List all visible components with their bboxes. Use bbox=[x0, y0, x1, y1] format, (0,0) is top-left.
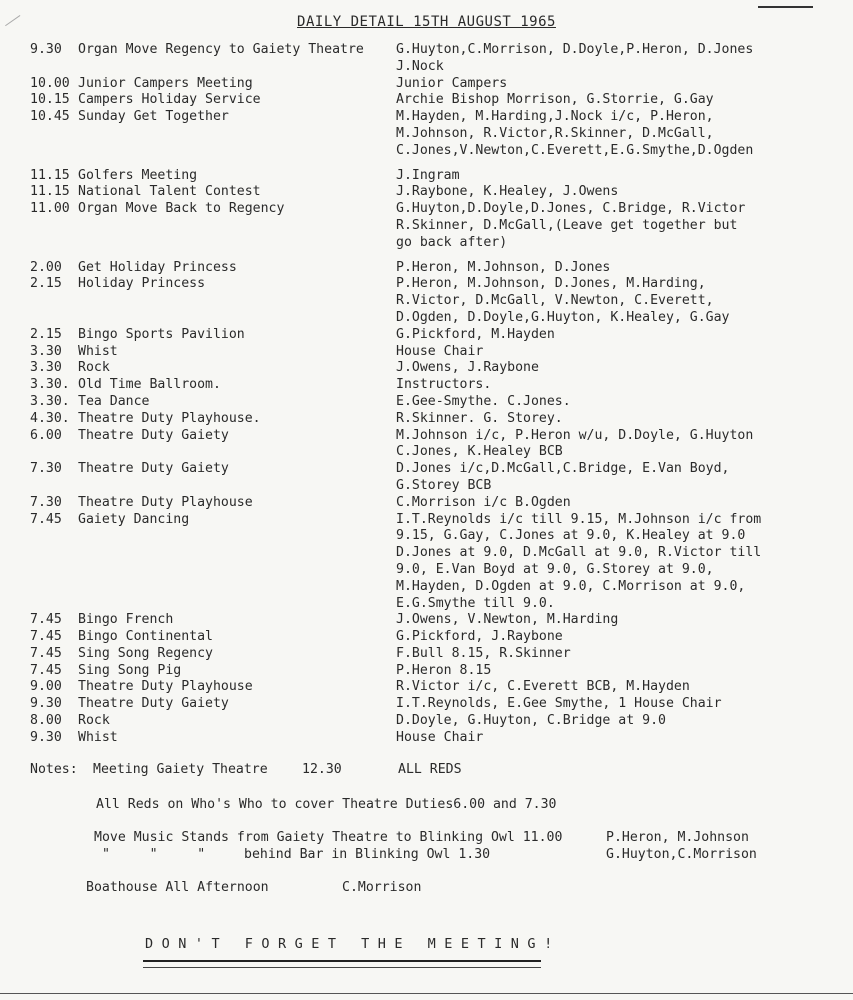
schedule-row bbox=[30, 730, 820, 747]
schedule-row bbox=[30, 646, 820, 663]
row-event: Theatre Duty Playhouse bbox=[78, 679, 253, 695]
schedule-row bbox=[30, 327, 820, 344]
schedule-row bbox=[30, 344, 820, 361]
row-time: 7.45 bbox=[30, 629, 62, 645]
row-staff: J.Owens, J.Raybone bbox=[396, 360, 539, 376]
row-time: 10.45 bbox=[30, 109, 70, 125]
spacer bbox=[30, 252, 820, 260]
row-staff: Archie Bishop Morrison, G.Storrie, G.Gay bbox=[396, 92, 714, 108]
schedule-row bbox=[30, 629, 820, 646]
notes-bar-who: G.Huyton,C.Morrison bbox=[606, 847, 757, 862]
row-staff: G.Pickford, M.Hayden bbox=[396, 326, 555, 342]
row-time: 7.45 bbox=[30, 645, 62, 661]
schedule-row bbox=[30, 411, 820, 428]
row-event: Theatre Duty Gaiety bbox=[78, 461, 229, 477]
row-time: 9.30 bbox=[30, 42, 62, 57]
row-staff: G.Huyton,C.Morrison, D.Doyle,P.Heron, D.Jones J.Nock bbox=[396, 42, 754, 74]
row-staff: M.Johnson i/c, P.Heron w/u, D.Doyle, G.Huyton C.Jones, K.Healey BCB bbox=[396, 427, 754, 460]
schedule-row bbox=[30, 168, 820, 185]
schedule-row bbox=[30, 612, 820, 629]
row-event: Theatre Duty Gaiety bbox=[78, 427, 229, 443]
row-time: 7.45 bbox=[30, 511, 62, 527]
row-staff: M.Hayden, M.Harding,J.Nock i/c, P.Heron, M.Johnson, R.Victor,R.Skinner, D.McGall, C.Jones,V.Newton,C.Everett,E.G.Smythe,D.Ogden bbox=[396, 109, 754, 158]
row-event: Old Time Ballroom. bbox=[78, 377, 221, 393]
row-event: Sunday Get Together bbox=[78, 109, 229, 125]
row-staff: P.Heron, M.Johnson, D.Jones, M.Harding, R.Victor, D.McGall, V.Newton, C.Everett, D.Ogden, D.Doyle,G.Huyton, K.Healey, G.Gay bbox=[396, 276, 730, 325]
row-event: Tea Dance bbox=[78, 393, 150, 409]
row-event: Golfers Meeting bbox=[78, 167, 198, 183]
row-staff: F.Bull 8.15, R.Skinner bbox=[396, 645, 571, 661]
row-staff: J.Owens, V.Newton, M.Harding bbox=[396, 612, 619, 628]
schedule-row bbox=[30, 377, 820, 394]
row-event: National Talent Contest bbox=[78, 184, 261, 200]
row-staff: P.Heron, M.Johnson, D.Jones bbox=[396, 259, 611, 275]
footer-reminder: DON'T FORGET THE MEETING! bbox=[145, 936, 561, 952]
schedule-row bbox=[30, 92, 820, 109]
row-time: 3.30. bbox=[30, 393, 70, 409]
schedule-row bbox=[30, 76, 820, 93]
row-staff: G.Huyton,D.Doyle,D.Jones, C.Bridge, R.Victor R.Skinner, D.McGall,(Leave get together but go back after) bbox=[396, 201, 746, 250]
schedule-row bbox=[30, 428, 820, 462]
page-bottom-edge bbox=[0, 993, 853, 994]
row-staff: J.Raybone, K.Healey, J.Owens bbox=[396, 184, 619, 200]
schedule-row bbox=[30, 260, 820, 277]
row-event: Whist bbox=[78, 729, 118, 745]
row-event: Sing Song Regency bbox=[78, 645, 213, 661]
row-time: 11.00 bbox=[30, 201, 70, 217]
schedule-row bbox=[30, 495, 820, 512]
row-event: Junior Campers Meeting bbox=[78, 75, 253, 91]
page-title: DAILY DETAIL 15TH AUGUST 1965 bbox=[297, 14, 556, 30]
row-event: Bingo French bbox=[78, 612, 174, 628]
row-event: Campers Holiday Service bbox=[78, 92, 261, 108]
schedule-row bbox=[30, 42, 820, 76]
notes-reds-line: All Reds on Who's Who to cover Theatre Duties6.00 and 7.30 bbox=[96, 797, 557, 812]
row-time: 6.00 bbox=[30, 427, 62, 443]
row-staff: House Chair bbox=[396, 729, 484, 745]
notes-music-who: P.Heron, M.Johnson bbox=[606, 830, 749, 845]
row-time: 9.30 bbox=[30, 729, 62, 745]
schedule-row bbox=[30, 184, 820, 201]
row-time: 2.15 bbox=[30, 326, 62, 342]
row-staff: J.Ingram bbox=[396, 167, 460, 183]
schedule-list bbox=[30, 42, 820, 747]
schedule-row bbox=[30, 663, 820, 680]
schedule-row bbox=[30, 201, 820, 251]
row-staff: Junior Campers bbox=[396, 75, 508, 91]
row-time: 11.15 bbox=[30, 184, 70, 200]
row-staff: I.T.Reynolds, E.Gee Smythe, 1 House Chair bbox=[396, 696, 722, 712]
row-event: Theatre Duty Gaiety bbox=[78, 696, 229, 712]
row-time: 3.30 bbox=[30, 343, 62, 359]
row-staff: Instructors. bbox=[396, 377, 492, 393]
row-event: Theatre Duty Playhouse bbox=[78, 494, 253, 510]
row-time: 7.30 bbox=[30, 494, 62, 510]
row-staff: E.Gee-Smythe. C.Jones. bbox=[396, 393, 571, 409]
row-time: 3.30. bbox=[30, 377, 70, 393]
schedule-row bbox=[30, 109, 820, 159]
row-time: 7.45 bbox=[30, 612, 62, 628]
row-staff: R.Skinner. G. Storey. bbox=[396, 410, 563, 426]
row-event: Organ Move Regency to Gaiety Theatre bbox=[78, 42, 364, 57]
row-event: Bingo Sports Pavilion bbox=[78, 326, 245, 342]
notes-ditto-marks: " " " bbox=[102, 847, 206, 862]
row-staff: G.Pickford, J.Raybone bbox=[396, 629, 563, 645]
row-event: Holiday Princess bbox=[78, 276, 206, 292]
footer-underline-second bbox=[143, 967, 541, 968]
row-event: Whist bbox=[78, 343, 118, 359]
row-staff: I.T.Reynolds i/c till 9.15, M.Johnson i/c from 9.15, G.Gay, C.Jones at 9.0, K.Healey at 9.0 D.Jones at 9.0, D.McGall at 9.0, R.Victor till 9.0, E.Van Boyd at 9.0, G.Storey at 9.0, M.Hayden, D.Ogden at 9.0, C.Morrison at 9.0, E.G.Smythe till 9.0. bbox=[396, 511, 762, 611]
notes-boathouse: Boathouse All Afternoon bbox=[86, 880, 269, 895]
row-time: 3.30 bbox=[30, 360, 62, 376]
row-staff: R.Victor i/c, C.Everett BCB, M.Hayden bbox=[396, 679, 690, 695]
schedule-row bbox=[30, 360, 820, 377]
schedule-row bbox=[30, 461, 820, 495]
row-time: 4.30. bbox=[30, 410, 70, 426]
row-staff: D.Doyle, G.Huyton, C.Bridge at 9.0 bbox=[396, 713, 666, 729]
row-time: 7.30 bbox=[30, 461, 62, 477]
row-time: 7.45 bbox=[30, 662, 62, 678]
row-staff: C.Morrison i/c B.Ogden bbox=[396, 494, 571, 510]
row-time: 8.00 bbox=[30, 713, 62, 729]
row-event: Rock bbox=[78, 360, 110, 376]
notes-boathouse-who: C.Morrison bbox=[342, 880, 422, 895]
notes-meeting-time: 12.30 bbox=[302, 762, 342, 777]
schedule-row bbox=[30, 276, 820, 326]
row-time: 9.00 bbox=[30, 679, 62, 695]
schedule-row bbox=[30, 512, 820, 613]
notes-meeting-text: Meeting Gaiety Theatre bbox=[93, 762, 268, 777]
notes-bar-line: behind Bar in Blinking Owl 1.30 bbox=[244, 847, 491, 862]
schedule-row bbox=[30, 696, 820, 713]
row-staff: P.Heron 8.15 bbox=[396, 662, 492, 678]
row-event: Rock bbox=[78, 713, 110, 729]
row-event: Gaiety Dancing bbox=[78, 511, 190, 527]
schedule-row bbox=[30, 679, 820, 696]
row-event: Sing Song Pig bbox=[78, 662, 182, 678]
notes-music-line: Move Music Stands from Gaiety Theatre to Blinking Owl 11.00 bbox=[94, 830, 563, 845]
row-event: Bingo Continental bbox=[78, 629, 213, 645]
row-time: 11.15 bbox=[30, 167, 70, 183]
row-time: 2.00 bbox=[30, 259, 62, 275]
row-event: Organ Move Back to Regency bbox=[78, 201, 285, 217]
schedule-row bbox=[30, 713, 820, 730]
row-time: 10.00 bbox=[30, 75, 70, 91]
row-time: 9.30 bbox=[30, 696, 62, 712]
row-event: Get Holiday Princess bbox=[78, 259, 237, 275]
row-staff: House Chair bbox=[396, 343, 484, 359]
row-staff: D.Jones i/c,D.McGall,C.Bridge, E.Van Boyd, G.Storey BCB bbox=[396, 461, 730, 493]
notes-meeting-who: ALL REDS bbox=[398, 762, 462, 777]
footer-underline bbox=[143, 960, 541, 962]
row-time: 2.15 bbox=[30, 276, 62, 292]
schedule-row bbox=[30, 394, 820, 411]
spacer bbox=[30, 160, 820, 168]
notes-label: Notes: bbox=[30, 762, 78, 777]
row-event: Theatre Duty Playhouse. bbox=[78, 410, 261, 426]
corner-pen-mark bbox=[758, 6, 813, 11]
row-time: 10.15 bbox=[30, 92, 70, 108]
